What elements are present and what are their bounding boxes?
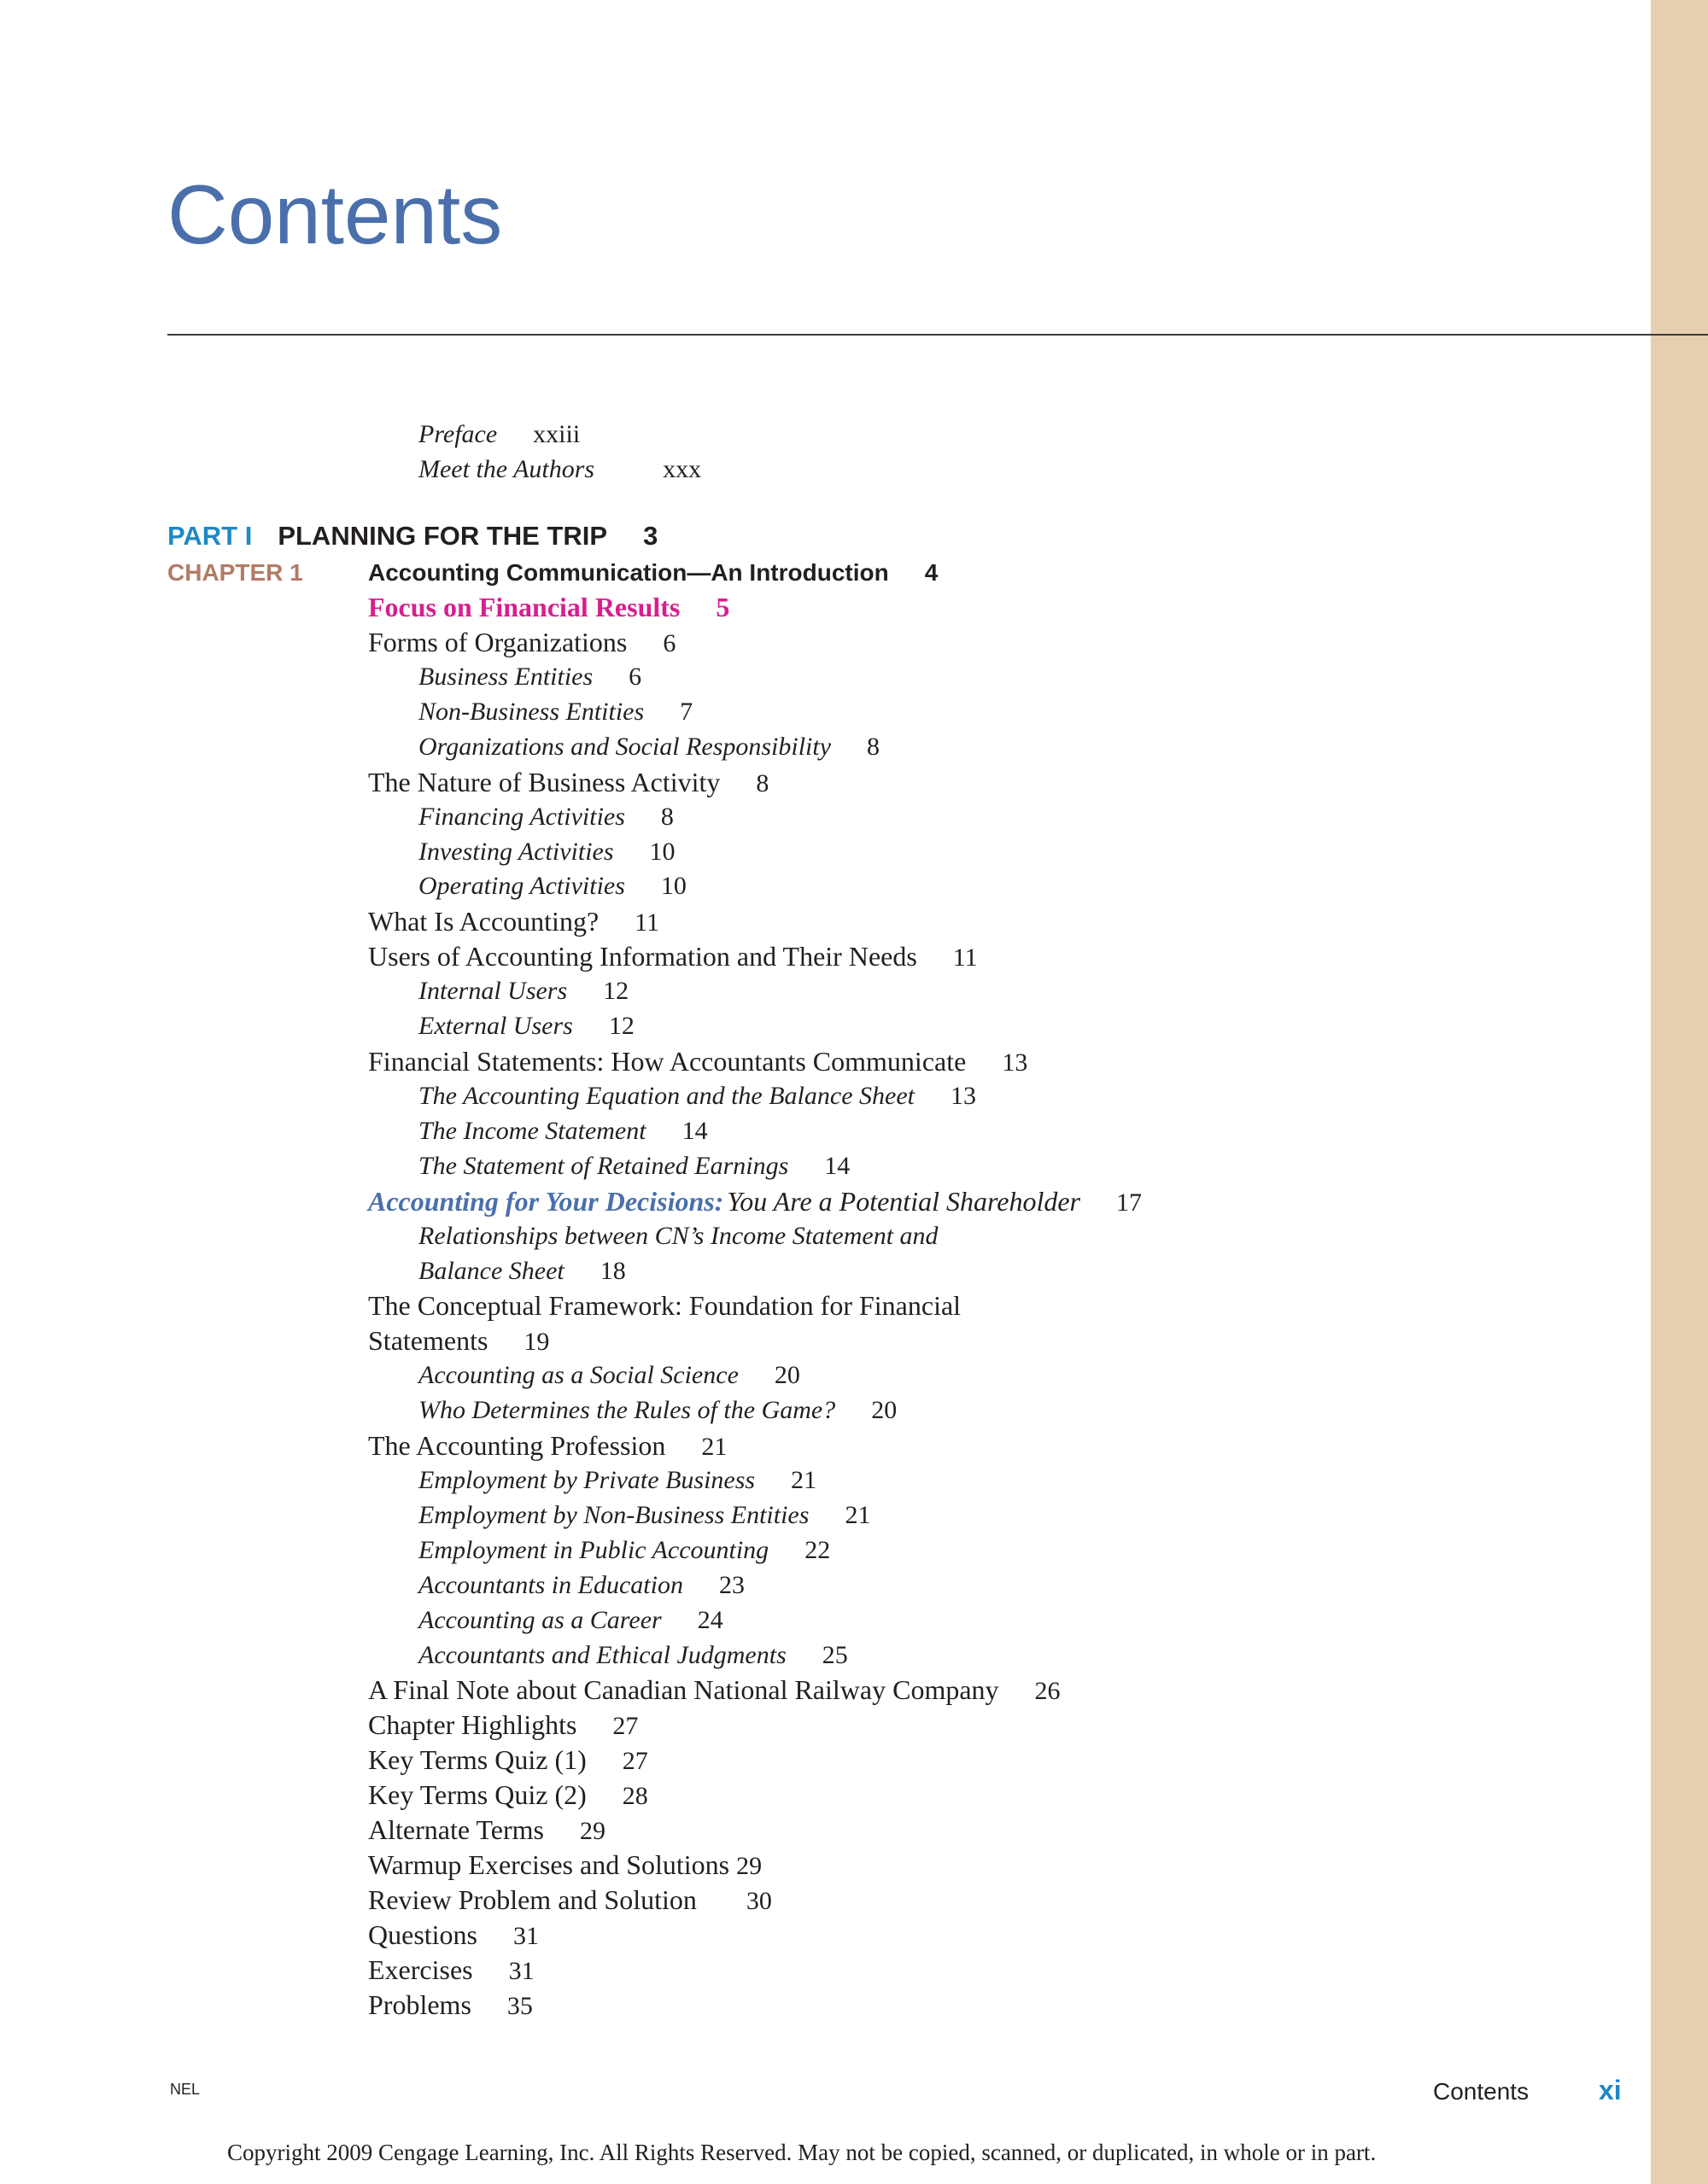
- toc-subentry[interactable]: [418, 1533, 830, 1568]
- toc-entry-label: The Income Statement: [418, 1117, 646, 1145]
- toc-entry[interactable]: [368, 903, 659, 939]
- toc-entry-page: 21: [701, 1433, 728, 1461]
- toc-subentry[interactable]: [418, 1568, 745, 1603]
- toc-entry-label: The Accounting Profession: [368, 1430, 666, 1461]
- decisions-lead-label: Accounting for Your Decisions:: [368, 1186, 724, 1217]
- toc-subentry[interactable]: [418, 799, 674, 835]
- toc-entry-label: Accountants in Education: [418, 1571, 683, 1599]
- toc-entry-focus[interactable]: [368, 589, 729, 625]
- toc-entry-label: Exercises: [368, 1954, 473, 1985]
- toc-entry-label: Chapter Highlights: [368, 1709, 577, 1740]
- chapter-label: CHAPTER 1: [167, 559, 303, 586]
- toc-entry-label: Who Determines the Rules of the Game?: [418, 1396, 836, 1424]
- toc-entry-label: Focus on Financial Results: [368, 592, 681, 622]
- toc-entry-page: 7: [680, 698, 693, 726]
- toc-entry-label: Users of Accounting Information and Their Needs: [368, 941, 917, 972]
- toc-entry-label: Accounting as a Social Science: [418, 1361, 739, 1389]
- toc-entry[interactable]: [368, 1742, 648, 1778]
- toc-entry-label: Key Terms Quiz (2): [368, 1779, 587, 1810]
- chapter-page: 4: [924, 559, 939, 586]
- toc-entry[interactable]: [368, 1882, 772, 1918]
- toc-entry-page: 11: [952, 943, 978, 972]
- toc-subentry[interactable]: [418, 1148, 850, 1184]
- toc-entry-page: 6: [629, 663, 642, 691]
- toc-entry-label: Non-Business Entities: [418, 698, 645, 726]
- toc-entry-page: 29: [579, 1817, 605, 1845]
- toc-entry-label: Balance Sheet: [418, 1257, 564, 1285]
- toc-entry[interactable]: [368, 1288, 961, 1323]
- toc-subentry[interactable]: [418, 1393, 897, 1428]
- chapter-title: Accounting Communication—An Introduction: [368, 559, 889, 586]
- toc-entry-page: 8: [756, 769, 769, 797]
- toc-entry-page: 28: [622, 1782, 648, 1810]
- toc-entry-label: The Accounting Equation and the Balance Sheet: [418, 1082, 915, 1110]
- toc-entry-page: 14: [824, 1152, 851, 1180]
- copyright-notice: Copyright 2009 Cengage Learning, Inc. All Rights Reserved. May not be copied, scanned, or duplicated, in whole or in part.: [227, 2140, 1377, 2165]
- toc-entry-page: 12: [608, 1012, 635, 1040]
- toc-entry-label: What Is Accounting?: [368, 906, 600, 937]
- toc-entry-label: Forms of Organizations: [368, 627, 628, 657]
- toc-entry-page: 22: [804, 1536, 831, 1564]
- toc-entry-label: Preface: [418, 420, 498, 448]
- toc-entry-page: 27: [622, 1747, 648, 1775]
- toc-entry-page: 26: [1034, 1677, 1061, 1705]
- toc-entry-page: 31: [513, 1922, 539, 1950]
- toc-entry[interactable]: [368, 1428, 727, 1463]
- toc-entry-page: 31: [508, 1957, 535, 1985]
- toc-entry[interactable]: [368, 624, 676, 660]
- toc-entry[interactable]: [368, 1987, 533, 2023]
- toc-entry-label: Internal Users: [418, 977, 568, 1005]
- toc-entry[interactable]: [368, 1917, 539, 1953]
- toc-entry-label: Investing Activities: [418, 838, 614, 866]
- toc-subentry[interactable]: [418, 1218, 939, 1254]
- toc-subentry[interactable]: [418, 1498, 870, 1533]
- toc-entry-label: Key Terms Quiz (1): [368, 1744, 587, 1775]
- toc-entry-label: Business Entities: [418, 663, 594, 691]
- toc-entry-label: Meet the Authors: [418, 455, 595, 483]
- toc-entry-label: Relationships between CN’s Income Statement and: [418, 1222, 939, 1250]
- toc-entry-page: 10: [649, 838, 676, 866]
- toc-entry-page: 13: [1002, 1048, 1028, 1077]
- toc-entry[interactable]: [368, 1672, 1061, 1708]
- toc-subentry[interactable]: [418, 659, 641, 695]
- toc-entry-meet-the-authors[interactable]: [418, 452, 701, 488]
- toc-entry-label: Alternate Terms: [368, 1814, 544, 1845]
- toc-entry-label: Financing Activities: [418, 803, 625, 831]
- toc-entry-label: You Are a Potential Shareholder: [727, 1186, 1080, 1217]
- toc-entry-preface[interactable]: [418, 417, 580, 453]
- toc-entry-page: 5: [716, 592, 730, 622]
- toc-entry-label: Accounting as a Career: [418, 1606, 662, 1634]
- toc-subentry[interactable]: [418, 729, 880, 765]
- toc-entry-label: The Statement of Retained Earnings: [418, 1152, 789, 1180]
- toc-entry-page: 10: [660, 872, 687, 900]
- part-heading[interactable]: [167, 518, 658, 554]
- toc-entry-page: 21: [791, 1466, 817, 1494]
- toc-entry-label: Warmup Exercises and Solutions: [368, 1849, 730, 1880]
- toc-entry-page: 19: [524, 1328, 550, 1356]
- toc-entry-label: A Final Note about Canadian National Railway Company: [368, 1674, 999, 1705]
- toc-entry-decisions[interactable]: [368, 1183, 1142, 1219]
- toc-entry-label: Problems: [368, 1989, 471, 2020]
- toc-subentry[interactable]: [418, 868, 687, 904]
- toc-subentry[interactable]: [418, 1463, 816, 1498]
- page-title: Contents: [167, 167, 503, 261]
- toc-entry-page: 11: [635, 908, 660, 937]
- toc-entry-page: 24: [697, 1606, 723, 1634]
- toc-entry-label: Accountants and Ethical Judgments: [418, 1641, 787, 1669]
- toc-entry-page: xxx: [663, 455, 702, 483]
- part-number: PART I: [167, 521, 253, 551]
- toc-entry-label: The Nature of Business Activity: [368, 767, 721, 797]
- toc-entry-page: 13: [951, 1082, 976, 1110]
- toc-entry-page: 25: [822, 1641, 848, 1669]
- toc-entry-label: Employment by Private Business: [418, 1466, 756, 1494]
- toc-entry-label: Financial Statements: How Accountants Communicate: [368, 1046, 967, 1077]
- footer-running-head: Contents: [1433, 2078, 1530, 2105]
- toc-entry-label: Questions: [368, 1919, 477, 1950]
- part-title: PLANNING FOR THE TRIP: [278, 521, 608, 551]
- toc-subentry[interactable]: [418, 834, 676, 870]
- toc-entry-page: 14: [681, 1117, 708, 1145]
- toc-entry-page: 8: [660, 803, 674, 831]
- toc-subentry[interactable]: [418, 1113, 708, 1149]
- toc-entry-page: 35: [506, 1992, 533, 2020]
- toc-entry-page: 20: [774, 1361, 800, 1389]
- toc-entry[interactable]: [368, 1812, 605, 1848]
- toc-entry-page: 27: [612, 1712, 639, 1740]
- part-page: 3: [643, 521, 658, 551]
- toc-entry-label: Organizations and Social Responsibility: [418, 733, 832, 761]
- toc-entry-label: Review Problem and Solution: [368, 1884, 697, 1915]
- toc-entry[interactable]: [368, 1707, 638, 1743]
- toc-entry-page: 18: [600, 1257, 626, 1285]
- toc-entry[interactable]: [368, 1777, 648, 1813]
- chapter-heading[interactable]: [368, 555, 938, 591]
- toc-subentry[interactable]: [418, 973, 629, 1009]
- toc-entry-page: 8: [867, 733, 880, 761]
- toc-entry-label: The Conceptual Framework: Foundation for Financial: [368, 1290, 962, 1321]
- toc-entry[interactable]: [368, 1043, 1027, 1079]
- toc-entry[interactable]: [368, 1323, 549, 1358]
- toc-entry-page: 29: [736, 1852, 763, 1880]
- toc-entry-page: xxiii: [533, 420, 581, 448]
- toc-entry-page: 23: [718, 1571, 745, 1599]
- toc-subentry[interactable]: [418, 1008, 635, 1044]
- toc-subentry[interactable]: [418, 1638, 848, 1673]
- toc-entry-page: 20: [871, 1396, 898, 1424]
- toc-entry-page: 12: [603, 977, 629, 1005]
- toc-subentry[interactable]: [418, 1253, 626, 1289]
- toc-entry-page: 17: [1115, 1188, 1142, 1217]
- toc-entry[interactable]: [368, 764, 769, 800]
- toc-entry-label: Statements: [368, 1325, 488, 1356]
- toc-entry-page: 21: [845, 1501, 871, 1529]
- toc-entry-page: 30: [746, 1887, 772, 1915]
- page-number: xi: [1599, 2075, 1622, 2105]
- toc-entry-label: Employment by Non-Business Entities: [418, 1501, 810, 1529]
- footer-publisher-code: NEL: [170, 2081, 201, 2098]
- toc-entry[interactable]: [368, 1952, 535, 1988]
- toc-entry-label: Operating Activities: [418, 872, 625, 900]
- toc-entry-label: Employment in Public Accounting: [418, 1536, 769, 1564]
- toc-subentry[interactable]: [418, 1078, 976, 1114]
- toc-entry-label: External Users: [418, 1012, 573, 1040]
- toc-entry-page: 6: [663, 629, 676, 657]
- toc-entry[interactable]: [368, 1847, 762, 1883]
- toc-entry[interactable]: [368, 938, 978, 974]
- side-color-band: [1651, 0, 1708, 2184]
- toc-subentry[interactable]: [418, 694, 693, 730]
- toc-subentry[interactable]: [418, 1358, 800, 1393]
- toc-subentry[interactable]: [418, 1603, 723, 1638]
